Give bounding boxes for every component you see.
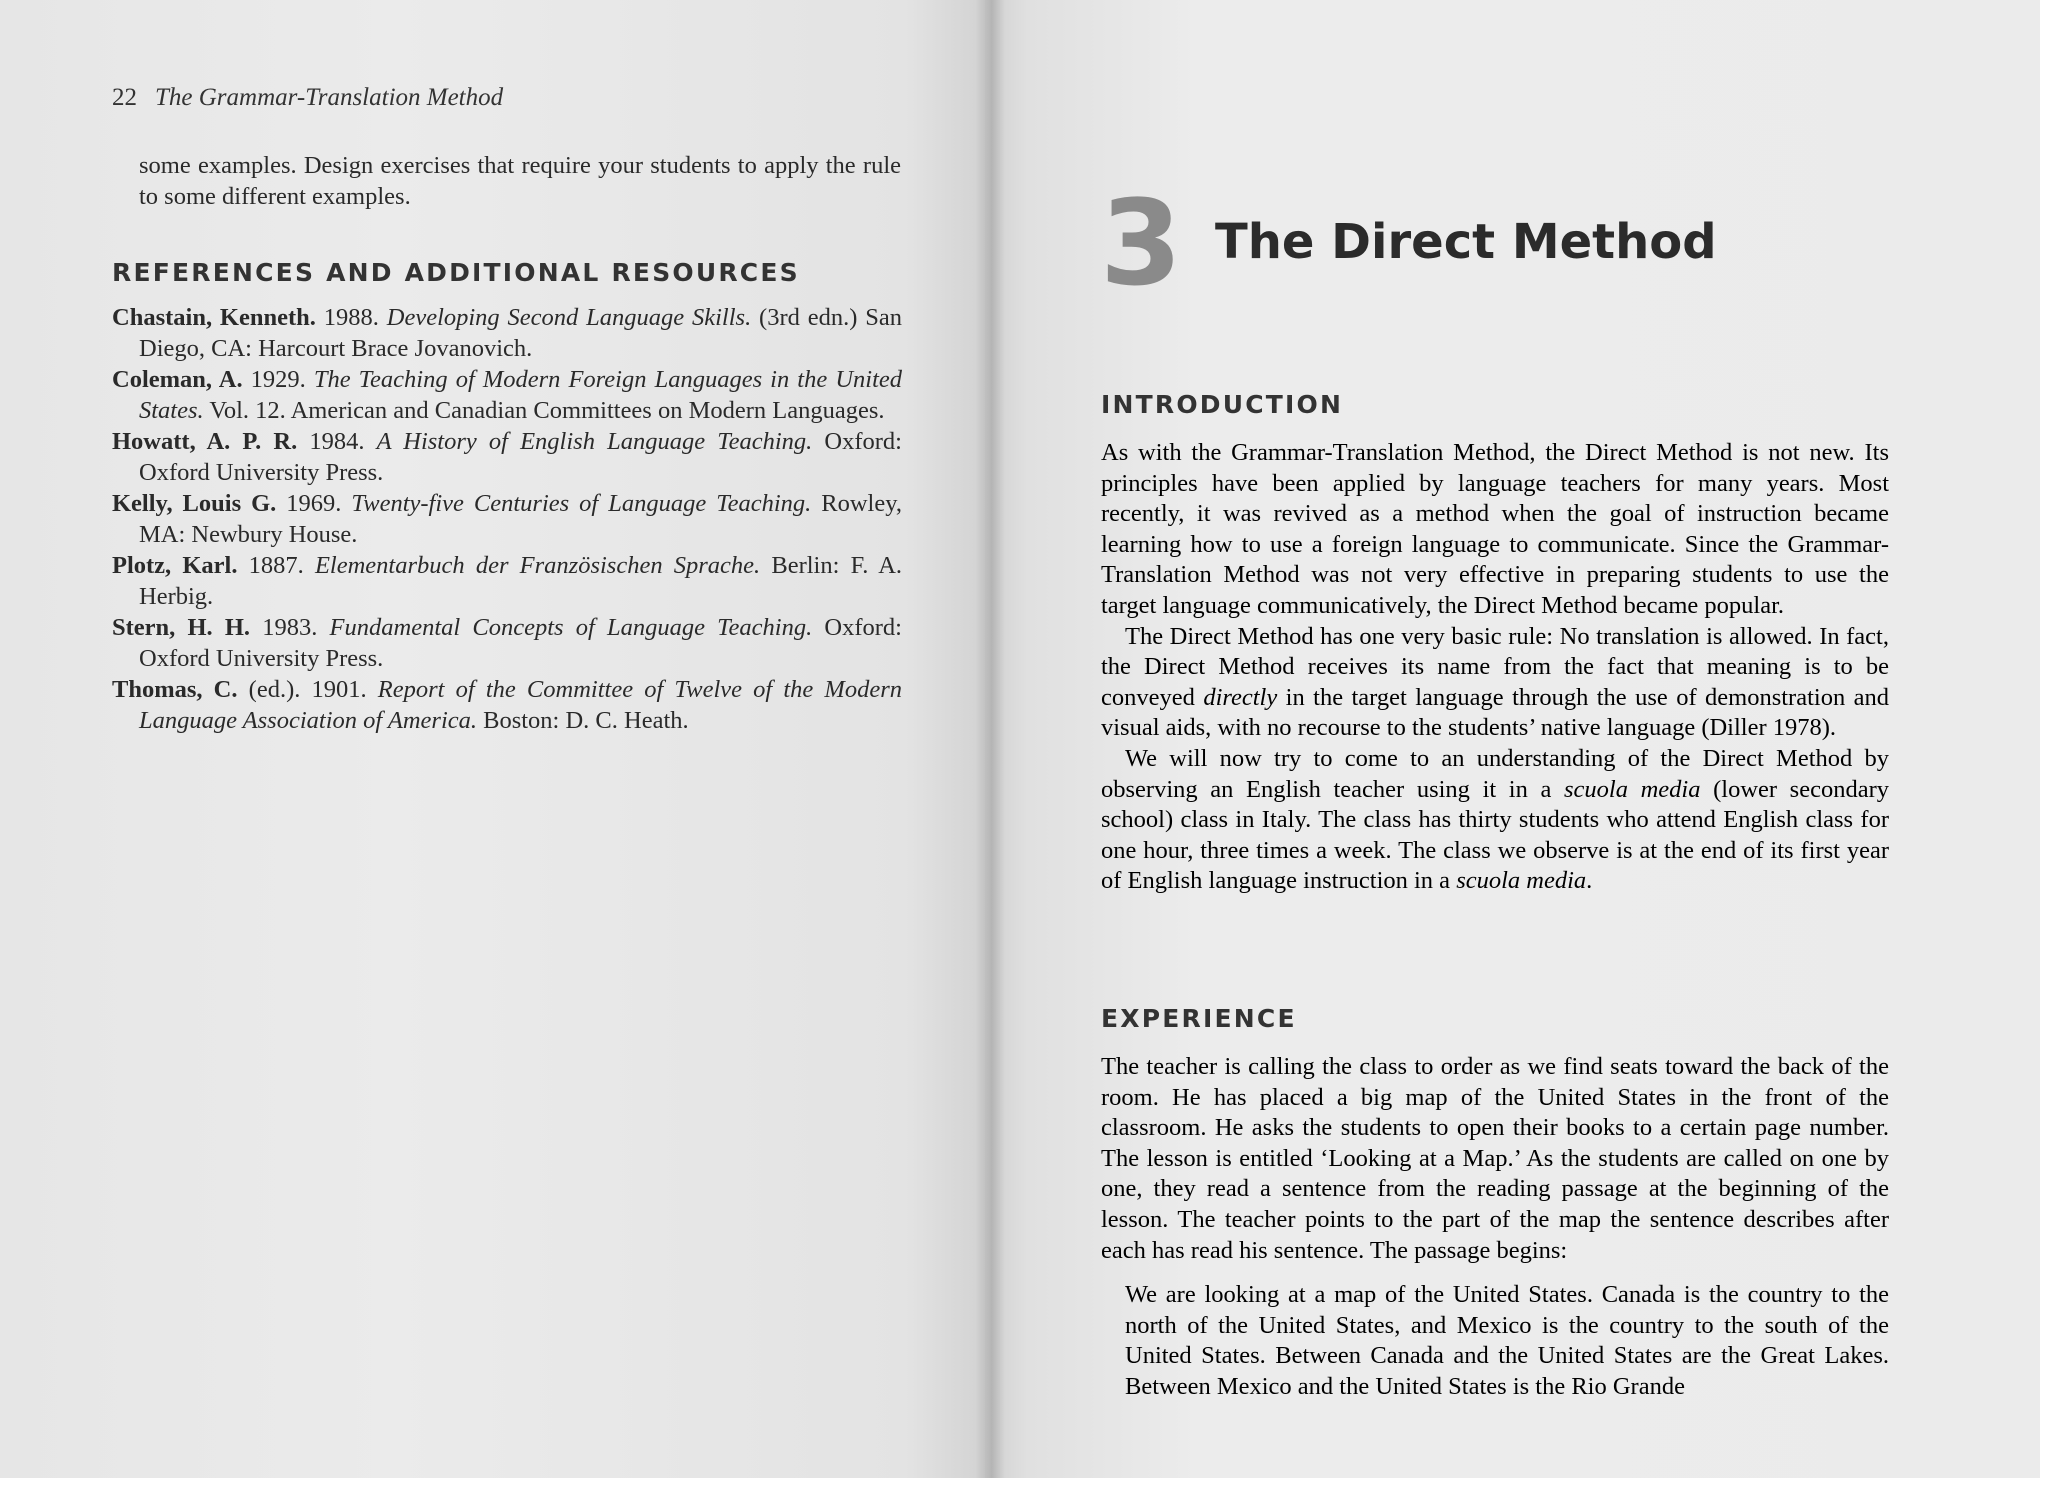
running-head [112,84,503,112]
intro-p3-emphasis-1: scuola media [1564,775,1701,803]
reference-item [112,364,902,426]
reference-publisher: (3rd edn.) San Diego, CA: Harcourt Brace Jovanovich. [139,304,902,362]
reference-publisher: Oxford: Oxford University Press. [139,428,902,486]
reference-item [112,488,902,550]
intro-paragraph-2 [1101,622,1889,744]
intro-p2-text-b: in the target language through the use of demonstration and visual aids, with no recourse to the students’ native language (Diller 1978). [1101,683,1889,742]
reading-passage-quote: We are looking at a map of the United States. Canada is the country to the north of the United States, and Mexico is the country to the south of the United States. Between Canada and the United States are the Great Lakes. Between Mexico and the United States is the Rio Grande [1125,1281,1889,1400]
reference-title: A History of English Language Teaching. [376,428,813,455]
intro-p2-emphasis: directly [1203,683,1278,711]
intro-p3-text-c: . [1586,867,1593,895]
chapter-title: The Direct Method [1215,214,1717,270]
scan-right-edge [2040,0,2048,1489]
reference-author: Coleman, A. [112,366,243,393]
page-number: 22 [112,84,137,111]
experience-body [1101,1052,1889,1403]
reference-year: 1984. [297,428,377,455]
reference-publisher: Rowley, MA: Newbury House. [139,490,903,548]
introduction-body [1101,438,1889,897]
scan-bottom-edge [0,1478,2048,1489]
left-page [0,0,985,1489]
reference-item [112,550,902,612]
reference-author: Stern, H. H. [112,614,251,641]
reference-title: Developing Second Language Skills. [386,304,752,331]
intro-p3-text-a: We will now try to come to an understanding of the Direct Method by observing an English teacher using it in a [1101,744,1889,803]
intro-paragraph-3 [1101,744,1889,897]
reference-item [112,612,902,674]
reference-publisher: Oxford: Oxford University Press. [139,614,902,672]
reference-item [112,426,902,488]
reference-author: Plotz, Karl. [112,552,238,579]
introduction-heading: INTRODUCTION [1101,390,1344,419]
references-heading: REFERENCES AND ADDITIONAL RESOURCES [112,258,800,287]
reference-title: Report of the Committee of Twelve of the Modern Language Association of America. [139,676,903,734]
reference-publisher: Vol. 12. American and Canadian Committees on Modern Languages. [203,397,885,424]
reference-year: 1988. [315,304,387,331]
reference-year: 1983. [250,614,330,641]
reference-publisher: Boston: D. C. Heath. [477,707,689,734]
reference-author: Kelly, Louis G. [112,490,277,517]
chapter-number: 3 [1100,174,1183,312]
reference-title: Elementarbuch der Französischen Sprache. [314,552,761,579]
reference-year: 1929. [242,366,314,393]
references-list [112,302,902,736]
reference-year: 1969. [276,490,352,517]
intro-paragraph-1: As with the Grammar-Translation Method, the Direct Method is not new. Its principles have been applied by language teachers for many years. Most recently, it was revived as a method when the goal of instruction became learning how to use a foreign language to communicate. Since the Grammar-Translation Method was not very effective in preparing students to use the target language communicatively, the Direct Method became popular. [1101,439,1889,619]
intro-p3-text-b: (lower secondary school) class in Italy. The class has thirty students who attend English class for one hour, three times a week. The class we observe is at the end of its first year of English language instruction in a [1101,775,1890,895]
reference-year: 1887. [237,552,315,579]
experience-heading: EXPERIENCE [1101,1004,1297,1033]
reference-year: (ed.). 1901. [237,676,378,703]
reference-title: The Teaching of Modern Foreign Languages in the United States. [139,366,902,424]
reference-publisher: Berlin: F. A. Herbig. [139,552,903,610]
reference-title: Fundamental Concepts of Language Teaching. [329,614,813,641]
intro-p3-emphasis-2: scuola media [1456,867,1587,895]
reference-author: Howatt, A. P. R. [112,428,298,455]
running-title: The Grammar-Translation Method [155,84,504,111]
reference-item [112,674,902,736]
reference-author: Chastain, Kenneth. [112,304,316,331]
continued-paragraph: some examples. Design exercises that require your students to apply the rule to some different examples. [139,152,901,210]
reference-item [112,302,902,364]
intro-p2-text-a: The Direct Method has one very basic rule: No translation is allowed. In fact, the Direct Method receives its name from the fact that meaning is to be conveyed [1101,622,1889,711]
reference-title: Twenty-five Centuries of Language Teaching. [351,490,812,517]
experience-paragraph-1: The teacher is calling the class to order as we find seats toward the back of the room. He has placed a big map of the United States in the front of the classroom. He asks the students to open their books to a certain page number. The lesson is entitled ‘Looking at a Map.’ As the students are called on one by one, they read a sentence from the reading passage at the beginning of the lesson. The teacher points to the part of the map the sentence describes after each has read his sentence. The passage begins: [1101,1053,1889,1264]
reference-author: Thomas, C. [112,676,238,703]
